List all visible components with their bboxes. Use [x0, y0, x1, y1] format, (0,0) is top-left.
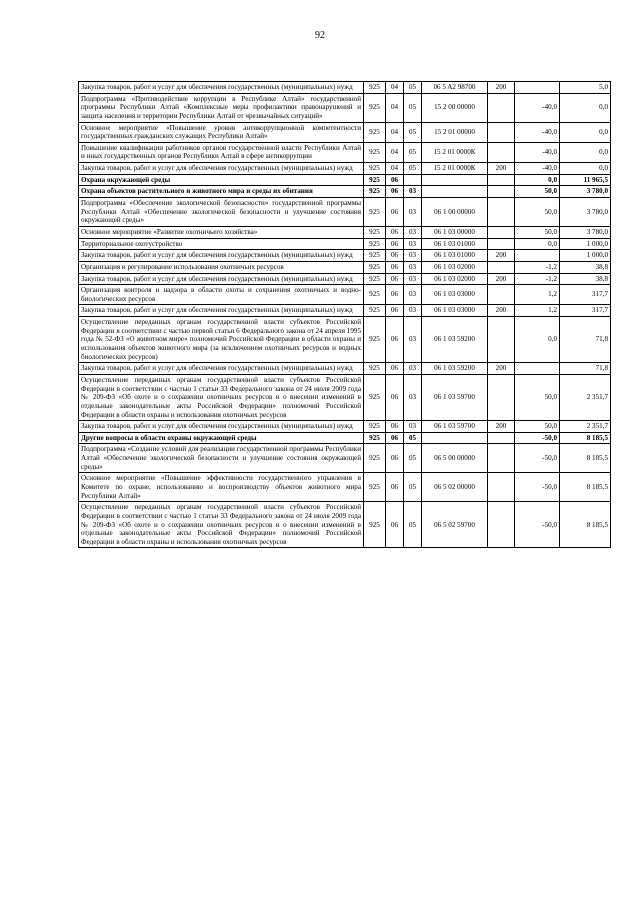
change-amount-cell: 50,0 — [515, 198, 560, 227]
target-article-code-cell: 06 1 03 59200 — [422, 317, 488, 363]
total-amount-cell: 2 351,7 — [560, 374, 611, 420]
total-amount-cell: 3 780,0 — [560, 186, 611, 198]
row-name-cell: Основное мероприятие «Повышение эффективности государственного управления в Комитете по охране, использованию и воспроизводству объектов животного мира Республики Алтай» — [79, 473, 364, 502]
total-amount-cell: 38,8 — [560, 261, 611, 273]
expense-type-code-cell — [488, 238, 515, 250]
subsection-code-cell: 03 — [404, 186, 422, 198]
row-name-cell: Подпрограмма «Противодействие коррупции в Республике Алтай» государственной программы Республики Алтай «Комплексные меры профилактики правонарушений и защита населения и территории Республики Алтай от чрезвычайных ситуаций» — [79, 93, 364, 122]
subsection-code-cell: 03 — [404, 317, 422, 363]
target-article-code-cell: 06 5 00 00000 — [422, 444, 488, 473]
expense-type-code-cell — [488, 198, 515, 227]
section-code-cell: 06 — [386, 374, 404, 420]
row-name-cell: Закупка товаров, работ и услуг для обеспечения государственных (муниципальных) нужд — [79, 363, 364, 375]
row-name-cell: Основное мероприятие «Повышение уровня антикоррупционной компетентности государственных гражданских служащих Республики Алтай» — [79, 122, 364, 142]
subsection-code-cell: 03 — [404, 238, 422, 250]
total-amount-cell: 317,7 — [560, 285, 611, 305]
change-amount-cell: 0,0 — [515, 317, 560, 363]
subsection-code-cell: 05 — [404, 122, 422, 142]
total-amount-cell: 3 780,0 — [560, 226, 611, 238]
section-code-cell: 04 — [386, 93, 404, 122]
target-article-code-cell: 15 2 01 00000 — [422, 122, 488, 142]
change-amount-cell: 50,0 — [515, 374, 560, 420]
expense-type-code-cell: 200 — [488, 305, 515, 317]
table-row — [79, 226, 611, 238]
subsection-code-cell: 03 — [404, 374, 422, 420]
table-row — [79, 502, 611, 548]
change-amount-cell — [515, 250, 560, 262]
table-row — [79, 93, 611, 122]
expense-type-code-cell — [488, 285, 515, 305]
change-amount-cell: -40,0 — [515, 163, 560, 175]
row-name-cell: Осуществление переданных органам государственной власти субъектов Российской Федерации в соответствии с частью первой статьи 6 Федерального закона от 24 апреля 1995 года № 52-ФЗ «О животном мире» полномочий Российской Федерации в области охраны и использования объектов животного мира (за исключением охотничьих ресурсов и водных биологических ресурсов) — [79, 317, 364, 363]
admin-code-cell: 925 — [364, 174, 386, 186]
row-name-cell: Осуществление переданных органам государственной власти субъектов Российской Федерации в соответствии с частью 1 статьи 33 Федерального закона от 24 июля 2009 года № 209-ФЗ «Об охоте и о сохранении охотничьих ресурсов и о внесении изменений в отдельные законодательные акты Российской Федерации» полномочий Российской Федерации в области охраны и использования охотничьих ресурсов — [79, 374, 364, 420]
row-name-cell: Охрана объектов растительного и животного мира и среды их обитания — [79, 186, 364, 198]
subsection-code-cell — [404, 174, 422, 186]
total-amount-cell: 2 351,7 — [560, 421, 611, 433]
row-name-cell: Подпрограмма «Создание условий для реализации государственной программы Республики Алтай «Обеспечение экологической безопасности и улучшение состояния окружающей среды» — [79, 444, 364, 473]
table-row — [79, 186, 611, 198]
expense-type-code-cell: 200 — [488, 163, 515, 175]
section-code-cell: 06 — [386, 473, 404, 502]
table-row — [79, 305, 611, 317]
target-article-code-cell: 06 1 03 00000 — [422, 226, 488, 238]
change-amount-cell: -1,2 — [515, 261, 560, 273]
section-code-cell: 06 — [386, 198, 404, 227]
table-row — [79, 238, 611, 250]
subsection-code-cell: 03 — [404, 421, 422, 433]
target-article-code-cell: 06 5 02 00000 — [422, 473, 488, 502]
change-amount-cell: -50,0 — [515, 473, 560, 502]
target-article-code-cell — [422, 174, 488, 186]
target-article-code-cell: 06 1 03 01000 — [422, 250, 488, 262]
subsection-code-cell: 03 — [404, 273, 422, 285]
total-amount-cell: 1 000,0 — [560, 250, 611, 262]
row-name-cell: Охрана окружающей среды — [79, 174, 364, 186]
table-row — [79, 285, 611, 305]
row-name-cell: Закупка товаров, работ и услуг для обеспечения государственных (муниципальных) нужд — [79, 163, 364, 175]
page-number: 92 — [315, 30, 325, 41]
section-code-cell: 06 — [386, 421, 404, 433]
target-article-code-cell: 06 1 03 01000 — [422, 238, 488, 250]
total-amount-cell: 8 185,5 — [560, 444, 611, 473]
section-code-cell: 06 — [386, 186, 404, 198]
target-article-code-cell — [422, 432, 488, 444]
change-amount-cell: -1,2 — [515, 273, 560, 285]
expense-type-code-cell: 200 — [488, 82, 515, 94]
total-amount-cell: 317,7 — [560, 305, 611, 317]
change-amount-cell — [515, 82, 560, 94]
subsection-code-cell: 03 — [404, 198, 422, 227]
table-row — [79, 250, 611, 262]
admin-code-cell: 925 — [364, 363, 386, 375]
row-name-cell: Повышение квалификации работников органов государственной власти Республики Алтай и иных государственных органов Республики Алтай в сфере антикоррупции — [79, 142, 364, 162]
admin-code-cell: 925 — [364, 238, 386, 250]
total-amount-cell: 3 780,0 — [560, 198, 611, 227]
admin-code-cell: 925 — [364, 502, 386, 548]
target-article-code-cell: 06 1 03 59700 — [422, 374, 488, 420]
subsection-code-cell: 05 — [404, 502, 422, 548]
change-amount-cell — [515, 363, 560, 375]
target-article-code-cell: 06 5 A2 98700 — [422, 82, 488, 94]
row-name-cell: Другие вопросы в области охраны окружающей среды — [79, 432, 364, 444]
target-article-code-cell: 15 2 01 0000К — [422, 142, 488, 162]
change-amount-cell: 1,2 — [515, 305, 560, 317]
target-article-code-cell: 06 1 03 02000 — [422, 273, 488, 285]
expense-type-code-cell — [488, 142, 515, 162]
row-name-cell: Закупка товаров, работ и услуг для обеспечения государственных (муниципальных) нужд — [79, 305, 364, 317]
table-row — [79, 444, 611, 473]
total-amount-cell: 38,8 — [560, 273, 611, 285]
admin-code-cell: 925 — [364, 226, 386, 238]
row-name-cell: Подпрограмма «Обеспечение экологической безопасности» государственной программы Республики Алтай «Обеспечение экологической безопасности и улучшение состояния окружающей среды» — [79, 198, 364, 227]
total-amount-cell: 8 185,5 — [560, 502, 611, 548]
section-code-cell: 06 — [386, 444, 404, 473]
subsection-code-cell: 05 — [404, 473, 422, 502]
subsection-code-cell: 05 — [404, 444, 422, 473]
target-article-code-cell — [422, 186, 488, 198]
subsection-code-cell: 03 — [404, 250, 422, 262]
section-code-cell: 06 — [386, 226, 404, 238]
target-article-code-cell: 06 1 03 03000 — [422, 305, 488, 317]
section-code-cell: 04 — [386, 163, 404, 175]
expense-type-code-cell — [488, 473, 515, 502]
table-row — [79, 122, 611, 142]
admin-code-cell: 925 — [364, 305, 386, 317]
total-amount-cell: 8 185,5 — [560, 473, 611, 502]
expense-type-code-cell: 200 — [488, 250, 515, 262]
total-amount-cell: 71,8 — [560, 317, 611, 363]
section-code-cell: 06 — [386, 317, 404, 363]
section-code-cell: 06 — [386, 502, 404, 548]
target-article-code-cell: 06 1 03 03000 — [422, 285, 488, 305]
subsection-code-cell: 05 — [404, 82, 422, 94]
row-name-cell: Территориальное охотустройство — [79, 238, 364, 250]
subsection-code-cell: 03 — [404, 363, 422, 375]
admin-code-cell: 925 — [364, 285, 386, 305]
section-code-cell: 06 — [386, 273, 404, 285]
admin-code-cell: 925 — [364, 93, 386, 122]
row-name-cell: Организация контроля и надзора в области охоты и сохранения охотничьих и водно-биологических ресурсов — [79, 285, 364, 305]
expense-type-code-cell — [488, 226, 515, 238]
change-amount-cell: 50,0 — [515, 421, 560, 433]
table-row — [79, 363, 611, 375]
target-article-code-cell: 06 1 00 00000 — [422, 198, 488, 227]
change-amount-cell: -40,0 — [515, 93, 560, 122]
change-amount-cell: 50,0 — [515, 226, 560, 238]
total-amount-cell: 5,0 — [560, 82, 611, 94]
admin-code-cell: 925 — [364, 163, 386, 175]
table-row — [79, 198, 611, 227]
target-article-code-cell: 06 1 03 59200 — [422, 363, 488, 375]
table-row — [79, 374, 611, 420]
admin-code-cell: 925 — [364, 273, 386, 285]
admin-code-cell: 925 — [364, 374, 386, 420]
subsection-code-cell: 03 — [404, 305, 422, 317]
expense-type-code-cell — [488, 186, 515, 198]
change-amount-cell: 0,0 — [515, 238, 560, 250]
change-amount-cell: -50,0 — [515, 444, 560, 473]
admin-code-cell: 925 — [364, 261, 386, 273]
row-name-cell: Закупка товаров, работ и услуг для обеспечения государственных (муниципальных) нужд — [79, 82, 364, 94]
table-row — [79, 317, 611, 363]
table-body — [79, 82, 611, 548]
section-code-cell: 06 — [386, 238, 404, 250]
admin-code-cell: 925 — [364, 198, 386, 227]
section-code-cell: 06 — [386, 305, 404, 317]
admin-code-cell: 925 — [364, 473, 386, 502]
expense-type-code-cell: 200 — [488, 363, 515, 375]
admin-code-cell: 925 — [364, 122, 386, 142]
section-code-cell: 06 — [386, 363, 404, 375]
table-row — [79, 421, 611, 433]
total-amount-cell: 71,8 — [560, 363, 611, 375]
table-row — [79, 273, 611, 285]
row-name-cell: Основное мероприятие «Развитие охотничьего хозяйства» — [79, 226, 364, 238]
target-article-code-cell: 06 5 02 59700 — [422, 502, 488, 548]
expense-type-code-cell: 200 — [488, 421, 515, 433]
subsection-code-cell: 03 — [404, 285, 422, 305]
change-amount-cell: 0,0 — [515, 174, 560, 186]
change-amount-cell: -50,0 — [515, 502, 560, 548]
expense-type-code-cell — [488, 317, 515, 363]
subsection-code-cell: 05 — [404, 142, 422, 162]
admin-code-cell: 925 — [364, 186, 386, 198]
subsection-code-cell: 03 — [404, 226, 422, 238]
change-amount-cell: -40,0 — [515, 142, 560, 162]
total-amount-cell: 1 000,0 — [560, 238, 611, 250]
row-name-cell: Закупка товаров, работ и услуг для обеспечения государственных (муниципальных) нужд — [79, 250, 364, 262]
subsection-code-cell: 05 — [404, 432, 422, 444]
expense-type-code-cell: 200 — [488, 273, 515, 285]
total-amount-cell: 11 965,5 — [560, 174, 611, 186]
expense-type-code-cell — [488, 93, 515, 122]
subsection-code-cell: 03 — [404, 261, 422, 273]
section-code-cell: 06 — [386, 174, 404, 186]
row-name-cell: Организация и регулирование использования охотничьих ресурсов — [79, 261, 364, 273]
table-row — [79, 142, 611, 162]
row-name-cell: Закупка товаров, работ и услуг для обеспечения государственных (муниципальных) нужд — [79, 421, 364, 433]
expense-type-code-cell — [488, 174, 515, 186]
total-amount-cell: 0,0 — [560, 163, 611, 175]
table-row — [79, 163, 611, 175]
expense-type-code-cell — [488, 261, 515, 273]
target-article-code-cell: 06 1 03 59700 — [422, 421, 488, 433]
row-name-cell: Осуществление переданных органам государственной власти субъектов Российской Федерации в соответствии с частью 1 статьи 33 Федерального закона от 24 июля 2009 года № 209-ФЗ «Об охоте и о сохранении охотничьих ресурсов и о внесении изменений в отдельные законодательные акты Российской Федерации» полномочий Российской Федерации в области охраны и использования охотничьих ресурсов — [79, 502, 364, 548]
budget-table — [78, 81, 611, 548]
section-code-cell: 04 — [386, 142, 404, 162]
table-row — [79, 473, 611, 502]
admin-code-cell: 925 — [364, 142, 386, 162]
total-amount-cell: 0,0 — [560, 122, 611, 142]
expense-type-code-cell — [488, 502, 515, 548]
section-code-cell: 06 — [386, 250, 404, 262]
subsection-code-cell: 05 — [404, 93, 422, 122]
table-row — [79, 261, 611, 273]
target-article-code-cell: 06 1 03 02000 — [422, 261, 488, 273]
expense-type-code-cell — [488, 432, 515, 444]
target-article-code-cell: 15 2 00 00000 — [422, 93, 488, 122]
change-amount-cell: 1,2 — [515, 285, 560, 305]
expense-type-code-cell — [488, 374, 515, 420]
admin-code-cell: 925 — [364, 432, 386, 444]
total-amount-cell: 8 185,5 — [560, 432, 611, 444]
section-code-cell: 06 — [386, 432, 404, 444]
section-code-cell: 04 — [386, 122, 404, 142]
admin-code-cell: 925 — [364, 82, 386, 94]
total-amount-cell: 0,0 — [560, 142, 611, 162]
table-row — [79, 82, 611, 94]
target-article-code-cell: 15 2 01 0000К — [422, 163, 488, 175]
section-code-cell: 06 — [386, 285, 404, 305]
expense-type-code-cell — [488, 122, 515, 142]
change-amount-cell: -40,0 — [515, 122, 560, 142]
admin-code-cell: 925 — [364, 421, 386, 433]
table-row — [79, 432, 611, 444]
admin-code-cell: 925 — [364, 444, 386, 473]
admin-code-cell: 925 — [364, 317, 386, 363]
row-name-cell: Закупка товаров, работ и услуг для обеспечения государственных (муниципальных) нужд — [79, 273, 364, 285]
admin-code-cell: 925 — [364, 250, 386, 262]
change-amount-cell: 50,0 — [515, 186, 560, 198]
change-amount-cell: -50,0 — [515, 432, 560, 444]
expense-type-code-cell — [488, 444, 515, 473]
subsection-code-cell: 05 — [404, 163, 422, 175]
table-row — [79, 174, 611, 186]
section-code-cell: 04 — [386, 82, 404, 94]
total-amount-cell: 0,0 — [560, 93, 611, 122]
section-code-cell: 06 — [386, 261, 404, 273]
